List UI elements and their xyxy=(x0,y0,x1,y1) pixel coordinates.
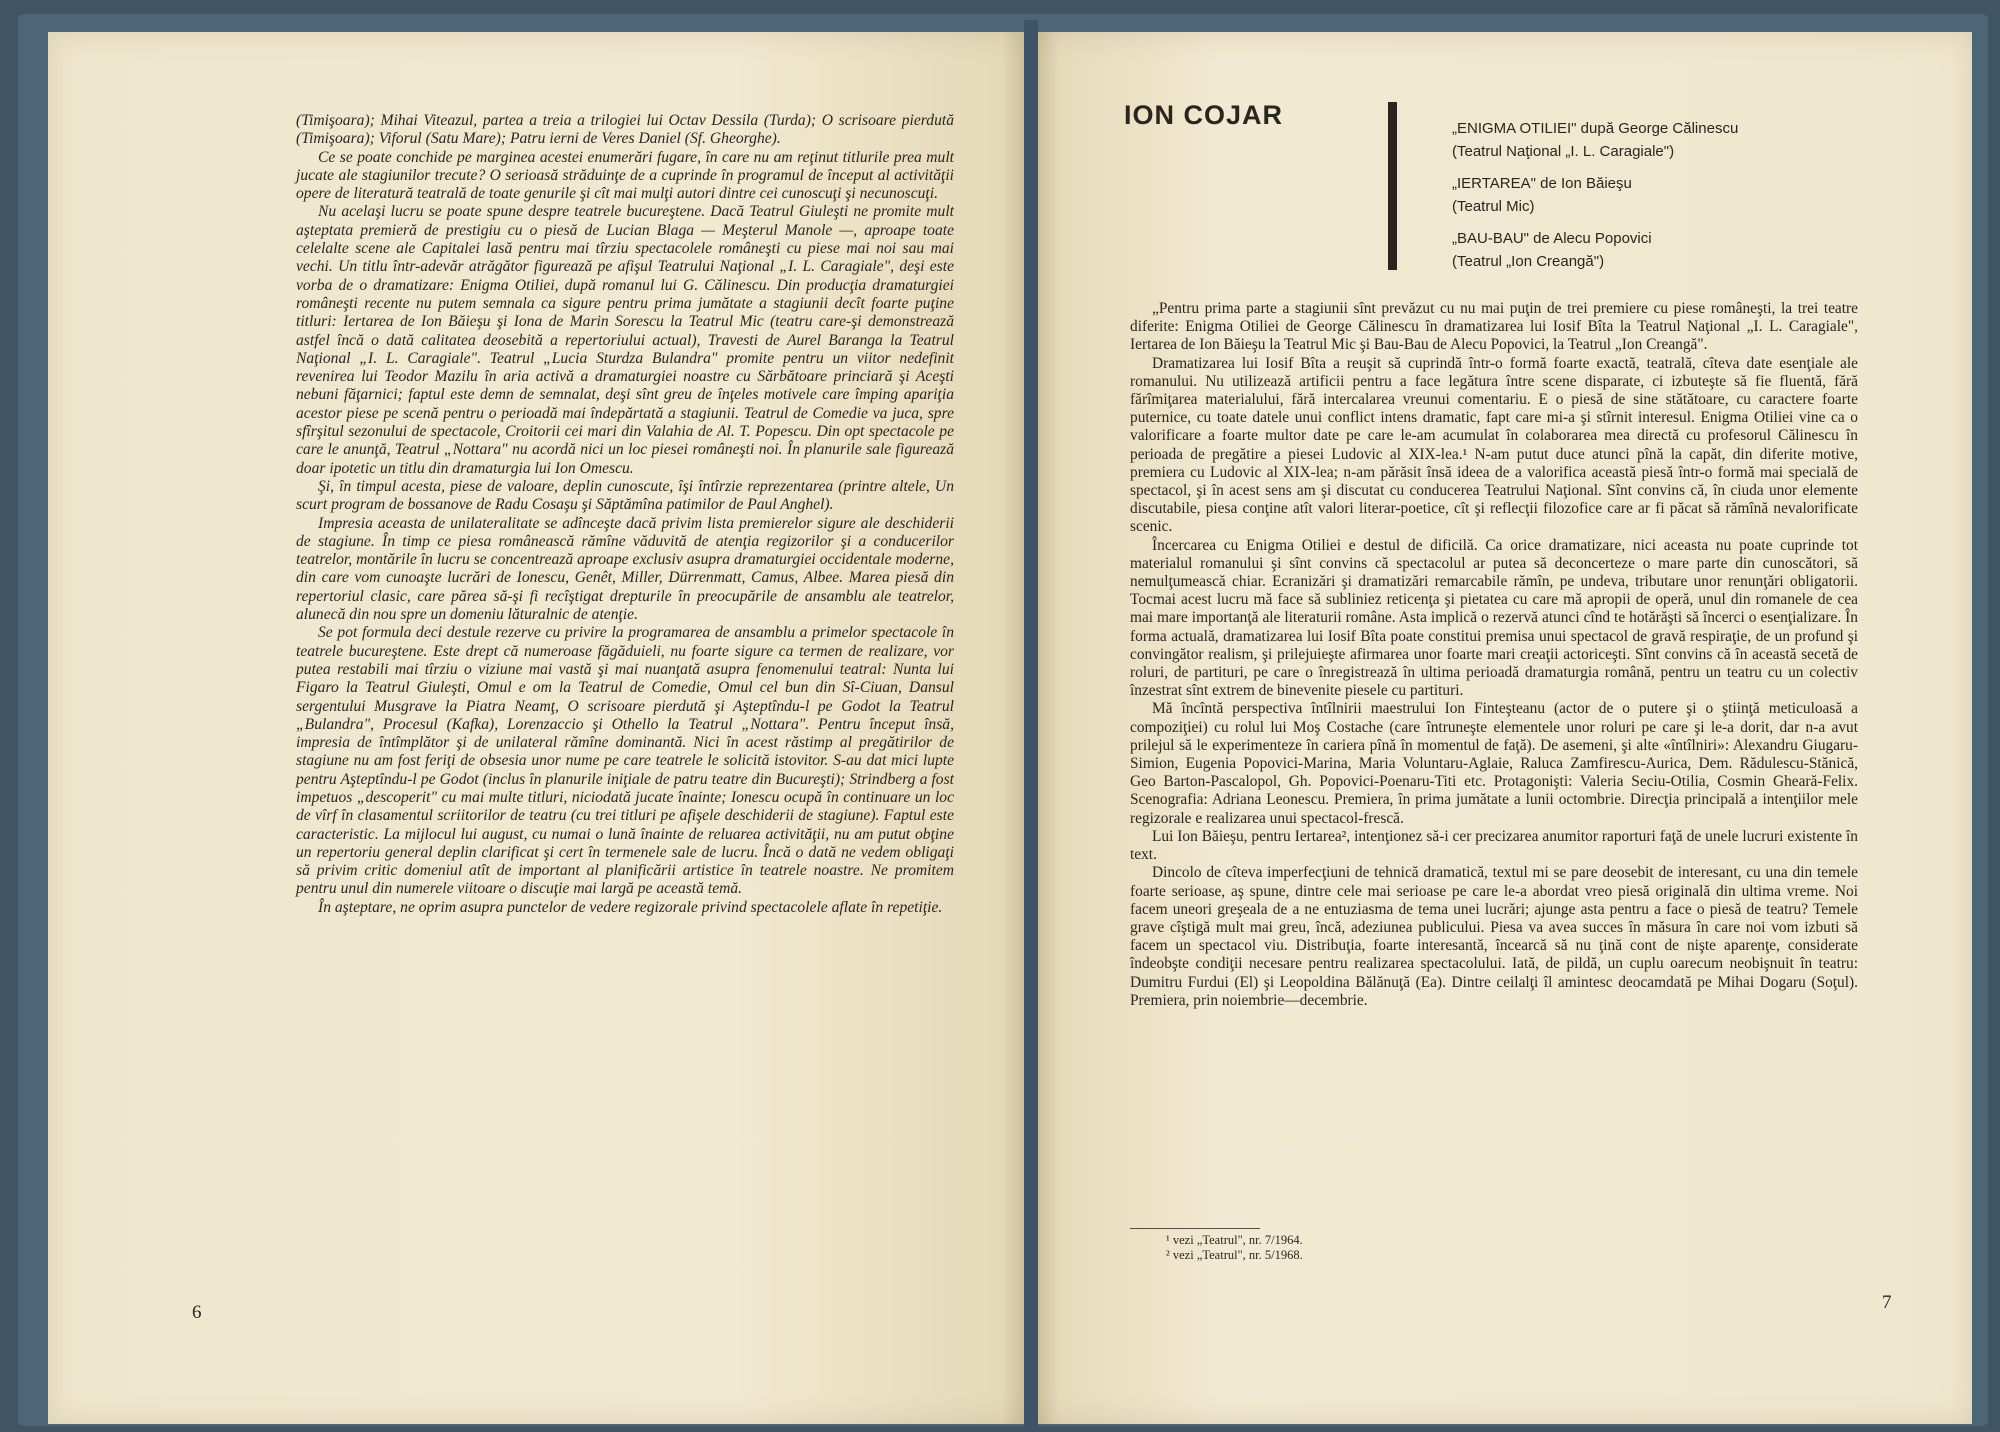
play-theatre: (Teatrul „Ion Creangă") xyxy=(1452,252,1605,270)
play-title: „ENIGMA OTILIEI" după George Călinescu xyxy=(1452,120,1739,137)
play-theatre: (Teatrul Mic) xyxy=(1452,197,1535,215)
book-gutter xyxy=(1024,20,1038,1432)
left-paragraph: Impresia aceasta de unilateralitate se adînceşte dacă privim lista premierelor sigure ale deschiderii de stagiune. În timp ce piesa românească rămîne văduvită de atenţia regizorilor şi a conducerilor teatrelor, montările în lucru se concentrează aproape exclusiv asupra dramaturgiei occidentale moderne, din care vom cunoaşte lucrări de Ionescu, Genêt, Miller, Dürrenmatt, Camus, Albee. Marea piesă din repertoriul clasic, care părea să-şi fi recîştigat drepturile în preocupările de ansamblu ale teatrelor, alunecă din nou spre un domeniu lăturalnic de atenţie. xyxy=(296,514,954,624)
right-paragraph: Dramatizarea lui Iosif Bîta a reuşit să cuprindă într-o formă foarte exactă, teatrală, cîteva date esenţiale ale romanului. Nu utilizează artificii pentru a face legătura între scene disparate, ci izbuteşte să fie fluentă, fără fărîmiţarea materialului, fără intercalarea vreunui comentariu. E o piesă de sine stătătoare, cu caractere foarte puternice, cu toate datele unui conflict intens dramatic, fapt care mi-a şi stîrnit interesul. Enigma Otiliei vine ca o valorificare a foarte multor date pe care le-am acumulat în colaborarea mea directă cu profesorul Călinescu în perioada de pregătire a piesei Ludovic al XIX-lea.¹ N-am putut duce atunci pînă la capăt, din diferite motive, premiera cu Ludovic al XIX-lea; n-am părăsit însă ideea de a valorifica această piesă într-o formă mai specială de spectacol, şi în acest sens am şi discutat cu conducerea Teatrului Naţional. Sînt convins că, în ciuda unor elemente discutabile, piesa conţine atît valori literar-poetice, cît şi reflecţii filozofice care ar fi păcat să rămînă nevalorificate scenic. xyxy=(1130,354,1858,536)
play-title: „BAU-BAU" de Alecu Popovici xyxy=(1452,230,1652,247)
right-paragraph: Mă încîntă perspectiva întîlnirii maestrului Ion Finteşteanu (actor de o putere şi o ştiinţă meticuloasă a compoziţiei) cu rolul lui Moş Costache (care întruneşte elementele unor roluri pe care şi le-a dorit, dar n-a avut prilejul să le experimenteze în cariera pînă în momentul de faţă). De asemeni, şi alte «întîlniri»: Alexandru Giugaru-Simion, Eugenia Popovici-Marina, Maria Voluntaru-Aglaie, Raluca Zamfirescu-Aurica, Dem. Rădulescu-Stănică, Geo Barton-Pascalopol, Gh. Popovici-Poenaru-Titi etc. Protagonişti: Valeria Seciu-Otilia, Cosmin Gheară-Felix. Scenografia: Adriana Leonescu. Premiera, în prima jumătate a lunii octombrie. Direcţia principală a intenţiilor mele regizorale e realizarea unui spectacol-frescă. xyxy=(1130,700,1858,827)
play-theatre: (Teatrul Naţional „I. L. Caragiale") xyxy=(1452,142,1675,160)
footnote-rule xyxy=(1130,1228,1260,1229)
left-paragraph: Nu acelaşi lucru se poate spune despre teatrele bucureştene. Dacă Teatrul Giuleşti ne promite mult aşteptata premieră de prestigiu cu o piesă de Lucian Blaga — Meşterul Manole —, aproape toate celelalte scene ale Capitalei lasă pentru mai tîrziu spectacolele româneşti cu piese mai noi sau mai vechi. Un titlu într-adevăr atrăgător figurează pe afişul Teatrului Naţional „I. L. Caragiale", deşi este vorba de o dramatizare: Enigma Otiliei, după romanul lui G. Călinescu. Din producţia dramaturgiei româneşti recente nu putem semnala ca sigure pentru prima jumătate a stagiunii decît foarte puţine titluri: Iertarea de Ion Băieşu şi Iona de Marin Sorescu la Teatrul Mic (teatru care-şi demonstrează astfel încă o dată calitatea deosebită a repertoriului actual), Travesti de Aurel Baranga la Teatrul Naţional „I. L. Caragiale". Teatrul „Lucia Sturdza Bulandra" promite pentru un viitor nedefinit revenirea lui Teodor Mazilu în aria activă a dramaturgiei noastre cu Sărbătoare princiară şi Aceşti nebuni făţarnici; faptul este demn de semnalat, deşi sînt greu de înţeles motivele care împing apariţia acestor piese pe scenă pentru o perioadă mai îndepărtată a stagiunii. Teatrul de Comedie va juca, spre sfîrşitul sezonului de spectacole, Croitorii cei mari din Valahia de Al. T. Popescu. Din opt spectacole pe care le anunţă, Teatrul „Nottara" nu acordă nici un loc piesei româneşti noi. În planurile sale figurează doar ipotetic un titlu din dramaturgia lui Ion Omescu. xyxy=(296,203,954,477)
right-paragraph: „Pentru prima parte a stagiunii sînt prevăzut cu nu mai puţin de trei premiere cu piese româneşti, la trei teatre diferite: Enigma Otiliei de George Călinescu în dramatizarea lui Iosif Bîta la Teatrul Naţional „I. L. Caragiale", Iertarea de Ion Băieşu la Teatrul Mic şi Bau-Bau de Alecu Popovici, la Teatrul „Ion Creangă". xyxy=(1130,300,1858,354)
page-number-left: 6 xyxy=(192,1302,202,1323)
right-page-text xyxy=(1130,300,1858,1010)
author-heading: ION COJAR xyxy=(1124,100,1284,130)
page-number-right: 7 xyxy=(1882,1292,1892,1313)
left-paragraph: (Timişoara); Mihai Viteazul, partea a treia a trilogiei lui Octav Dessila (Turda); O scrisoare pierdută (Timişoara); Viforul (Satu Mare); Patru ierni de Veres Daniel (Sf. Gheorghe). xyxy=(296,112,954,148)
right-paragraph: Dincolo de cîteva imperfecţiuni de tehnică dramatică, textul mi se pare deosebit de interesant, cu una din temele foarte serioase, aş spune, dintre cele mai serioase pe care le-a abordat vreo piesă originală din ultima vreme. Noi facem uneori greşeala de a ne entuziasma de tema unei lucrări; ajunge asta pentru a face o piesă de teatru? Temele grave cîştigă mult mai greu, încă, adeziunea publicului. Piesa va avea succes în măsura în care noi vom izbuti să facem un spectacol viu. Distribuţia, foarte interesantă, încearcă să nu ţină cont de nişte aparenţe, considerate îndeobşte condiţii necesare pentru realizarea spectacolului. Iată, de pildă, un cuplu oarecum neobişnuit în teatru: Dumitru Furdui (El) şi Leopoldina Bălănuţă (Ea). Dintre ceilalţi îl amintesc deocamdată pe Mihai Dogaru (Soţul). Premiera, prin noiembrie—decembrie. xyxy=(1130,864,1858,1009)
footnotes xyxy=(1130,1228,1430,1263)
plays-list xyxy=(1452,118,1812,273)
right-paragraph: Lui Ion Băieşu, pentru Iertarea², intenţionez să-i cer precizarea anumitor raporturi faţă de unele lucruri existente în text. xyxy=(1130,827,1858,864)
left-page-text xyxy=(296,112,954,917)
left-paragraph: Se pot formula deci destule rezerve cu privire la programarea de ansamblu a primelor spectacole în teatrele bucureştene. Este drept că numeroase făgăduieli, nu foarte sigure ca termen de realizare, vor putea restabili mai tîrziu o viziune mai vastă şi mai nuanţată asupra fenomenului teatral: Nunta lui Figaro la Teatrul Giuleşti, Omul e om la Teatrul de Comedie, Omul cel bun din Sî-Ciuan, Dansul sergentului Musgrave la Piatra Neamţ, O scrisoare pierdută şi Aşteptîndu-l pe Godot la Teatrul „Bulandra", Procesul (Kafka), Lorenzaccio şi Othello la Teatrul „Nottara". Pentru început însă, impresia de întîmplător şi de unilateral rămîne dominantă. Nici în acest răstimp al pregătirilor de stagiune nu am fost feriţi de obsesia unor nume pe care teatrele le solicită istovitor. S-au dat mici lupte pentru Aşteptîndu-l pe Godot (inclus în planurile iniţiale de patru teatre din Bucureşti); Strindberg a fost impetuos „descoperit" cu mai multe titluri, niciodată jucate înainte; Ionescu ocupă în continuare un loc de vîrf în clasamentul scriitorilor de teatru (cu trei titluri pe afişele deschiderii de stagiune). Faptul este caracteristic. La mijlocul lui august, cu numai o lună înainte de reluarea activităţii, nu am putut obţine un repertoriu general deplin clarificat şi cert în termenele sale de lucru. Încă o dată ne vedem obligaţi să privim critic domeniul atît de important al planificării artistice în teatrele noastre. Ne promitem pentru unul din numerele viitoare o discuţie mai largă pe această temă. xyxy=(296,624,954,898)
footnote: ² vezi „Teatrul", nr. 5/1968. xyxy=(1166,1248,1303,1262)
left-paragraph: Şi, în timpul acesta, piese de valoare, deplin cunoscute, îşi întîrzie reprezentarea (printre altele, Un scurt program de bossanove de Radu Cosaşu şi Săptămîna patimilor de Paul Anghel). xyxy=(296,477,954,514)
heading-divider xyxy=(1388,102,1397,270)
footnote: ¹ vezi „Teatrul", nr. 7/1964. xyxy=(1166,1233,1303,1247)
left-paragraph: Ce se poate conchide pe marginea acestei enumerări fugare, în care nu am reţinut titlurile prea mult jucate ale stagiunilor trecute? O serioasă străduinţe de a cuprinde în programul de început al activităţii opere de literatură teatrală de toate genurile şi cît mai mulţi autori dintre cei cunoscuţi şi necunoscuţi. xyxy=(296,148,954,203)
left-paragraph: În aşteptare, ne oprim asupra punctelor de vedere regizorale privind spectacolele aflate în repetiţie. xyxy=(318,898,943,916)
play-title: „IERTAREA" de Ion Băieşu xyxy=(1452,175,1632,192)
right-paragraph: Încercarea cu Enigma Otiliei e destul de dificilă. Ca orice dramatizare, nici aceasta nu poate cuprinde tot materialul romanului şi sînt convins că spectacolul ar putea să deconcerteze o mare parte din cunoscători, să nemulţumească chiar. Ecranizări şi dramatizări remarcabile rămîn, pe undeva, tributare unor renunţări obligatorii. Tocmai acest lucru mă face să subliniez reticenţa şi pietatea cu care mă apropii de operă, unul din romanele de cea mai mare importanţă ale literaturii române. Asta implică o rezervă atunci cînd te hotărăşti să încerci o esenţializare. În forma actuală, dramatizarea lui Iosif Bîta poate constitui premisa unui spectacol de gravă respiraţie, de un profund şi convingător realism, şi prilejuieşte afirmarea unor foarte mari creaţii actoriceşti. Sînt convins că în această secetă de roluri, de partituri, pe care o înregistrează în ultima perioadă dramaturgia română, pentru un teatru cu un colectiv înzestrat sînt extrem de binevenite piesele cu partituri. xyxy=(1130,536,1858,700)
